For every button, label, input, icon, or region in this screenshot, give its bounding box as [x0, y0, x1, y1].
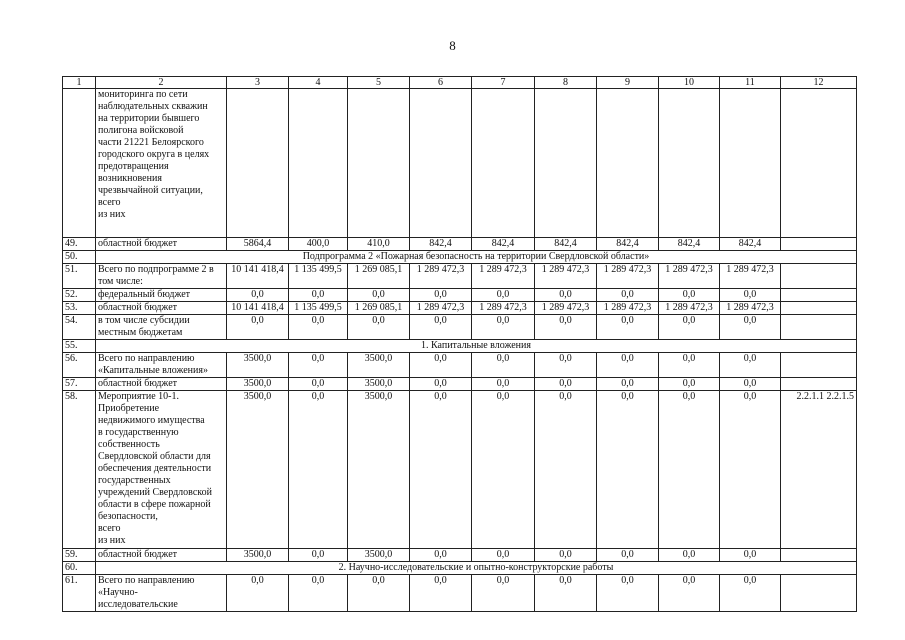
value-cell-col-9: 0,0: [597, 289, 659, 302]
value-cell-col-10: 0,0: [659, 378, 720, 391]
value-cell-col-10: 0,0: [659, 315, 720, 340]
value-cell-col-4: 400,0: [289, 238, 348, 251]
section-title-cell: Подпрограмма 2 «Пожарная безопасность на территории Свердловской области»: [96, 251, 857, 264]
value-cell-col-5: 0,0: [348, 289, 410, 302]
value-cell-col-5: 1 269 085,1: [348, 302, 410, 315]
value-cell-col-6: 1 289 472,3: [410, 302, 472, 315]
row-number-cell: [63, 89, 96, 238]
value-cell-col-7: 0,0: [472, 549, 535, 562]
value-cell-col-10: 0,0: [659, 289, 720, 302]
value-cell-col-4: 0,0: [289, 353, 348, 378]
value-cell-col-6: 842,4: [410, 238, 472, 251]
row-label-cell: областной бюджет: [96, 549, 227, 562]
value-cell-col-10: 1 289 472,3: [659, 302, 720, 315]
column-header-3: 3: [227, 77, 289, 89]
value-cell-col-5: 0,0: [348, 315, 410, 340]
row-label-cell: Мероприятие 10-1. Приобретение недвижимого имущества в государственную собственность Свердловской области для обеспечения деятельности государственных учреждений Свердловской области в сфере пожарной безопасности, всего из них: [96, 391, 227, 549]
table-row: [63, 315, 857, 340]
page-number: 8: [449, 38, 456, 53]
value-cell-col-9: 0,0: [597, 353, 659, 378]
row-number-cell: 57.: [63, 378, 96, 391]
table-row: [63, 264, 857, 289]
value-cell-col-11: 0,0: [720, 289, 781, 302]
column-header-1: 1: [63, 77, 96, 89]
column-number-row: [63, 77, 857, 89]
budget-table: [62, 76, 857, 612]
value-cell-col-11: 0,0: [720, 378, 781, 391]
value-cell-col-11: 1 289 472,3: [720, 264, 781, 289]
row-label-cell: областной бюджет: [96, 238, 227, 251]
value-cell-col-4: 0,0: [289, 575, 348, 612]
value-cell-col-3: 3500,0: [227, 391, 289, 549]
value-cell-col-4: 0,0: [289, 391, 348, 549]
row-number-cell: 54.: [63, 315, 96, 340]
value-cell-col-7: 0,0: [472, 391, 535, 549]
value-cell-col-10: 0,0: [659, 575, 720, 612]
value-cell-col-9: 0,0: [597, 575, 659, 612]
column-header-6: 6: [410, 77, 472, 89]
value-cell-col-8: 842,4: [535, 238, 597, 251]
value-cell-col-8: 1 289 472,3: [535, 302, 597, 315]
section-title-cell: 2. Научно-исследовательские и опытно-конструкторские работы: [96, 562, 857, 575]
column-header-9: 9: [597, 77, 659, 89]
table-row: [63, 289, 857, 302]
value-cell-col-3: 3500,0: [227, 549, 289, 562]
value-cell-col-11: 0,0: [720, 549, 781, 562]
value-cell-col-10: 0,0: [659, 391, 720, 549]
value-cell-col-6: 1 289 472,3: [410, 264, 472, 289]
row-label-cell: областной бюджет: [96, 378, 227, 391]
section-row: [63, 251, 857, 264]
value-cell-col-10: 0,0: [659, 353, 720, 378]
value-cell-col-10: 0,0: [659, 549, 720, 562]
value-cell-col-8: 0,0: [535, 378, 597, 391]
column-header-4: 4: [289, 77, 348, 89]
value-cell-col-3: 10 141 418,4: [227, 302, 289, 315]
value-cell-col-8: 0,0: [535, 549, 597, 562]
row-number-cell: 49.: [63, 238, 96, 251]
target-reference-cell: [781, 302, 857, 315]
value-cell-col-11: 1 289 472,3: [720, 302, 781, 315]
section-title-cell: 1. Капитальные вложения: [96, 340, 857, 353]
value-cell-col-7: 0,0: [472, 289, 535, 302]
value-cell-col-5: 410,0: [348, 238, 410, 251]
value-cell-col-4: 0,0: [289, 315, 348, 340]
column-header-5: 5: [348, 77, 410, 89]
table-row-continuation: [63, 89, 857, 238]
value-cell-col-7: 842,4: [472, 238, 535, 251]
value-cell-col-3: 3500,0: [227, 353, 289, 378]
value-cell-col-3: 0,0: [227, 289, 289, 302]
value-cell-col-11: 0,0: [720, 315, 781, 340]
value-cell-col-4: 1 135 499,5: [289, 264, 348, 289]
table-row: [63, 353, 857, 378]
value-cell-col-7: 1 289 472,3: [472, 302, 535, 315]
value-cell-col-10: 1 289 472,3: [659, 264, 720, 289]
table-row: [63, 575, 857, 612]
value-cell-col-5: 3500,0: [348, 353, 410, 378]
row-number-cell: 60.: [63, 562, 96, 575]
row-label-cell: федеральный бюджет: [96, 289, 227, 302]
value-cell-col-8: 0,0: [535, 353, 597, 378]
section-row: [63, 562, 857, 575]
value-cell-col-6: 0,0: [410, 575, 472, 612]
value-cell-col-6: 0,0: [410, 378, 472, 391]
row-number-cell: 61.: [63, 575, 96, 612]
value-cell-col-6: 0,0: [410, 391, 472, 549]
value-cell-col-6: 0,0: [410, 549, 472, 562]
value-cell-col-6: 0,0: [410, 353, 472, 378]
table-row: [63, 549, 857, 562]
column-header-2: 2: [96, 77, 227, 89]
value-cell-col-3: 5864,4: [227, 238, 289, 251]
column-header-7: 7: [472, 77, 535, 89]
target-reference-cell: [781, 315, 857, 340]
value-cell-col-3: 10 141 418,4: [227, 264, 289, 289]
value-cell-col-4: 0,0: [289, 289, 348, 302]
value-cell-col-6: 0,0: [410, 315, 472, 340]
value-cell-col-8: 1 289 472,3: [535, 264, 597, 289]
row-number-cell: 59.: [63, 549, 96, 562]
row-label-cell: Всего по подпрограмме 2 в том числе:: [96, 264, 227, 289]
table-row: [63, 302, 857, 315]
value-cell-col-9: 0,0: [597, 378, 659, 391]
value-cell-col-7: 0,0: [472, 315, 535, 340]
value-cell-col-9: 842,4: [597, 238, 659, 251]
value-cell-col-5: 3500,0: [348, 391, 410, 549]
row-number-cell: 50.: [63, 251, 96, 264]
row-number-cell: 52.: [63, 289, 96, 302]
value-cell-col-7: 1 289 472,3: [472, 264, 535, 289]
value-cell-col-5: 3500,0: [348, 378, 410, 391]
row-label-cell: Всего по направлению «Научно- исследовательские: [96, 575, 227, 612]
value-cell-col-10: 842,4: [659, 238, 720, 251]
column-header-12: 12: [781, 77, 857, 89]
value-cell-col-7: 0,0: [472, 575, 535, 612]
value-cell-col-11: 0,0: [720, 391, 781, 549]
value-cell-col-8: 0,0: [535, 575, 597, 612]
row-number-cell: 53.: [63, 302, 96, 315]
column-header-11: 11: [720, 77, 781, 89]
target-reference-cell: [781, 378, 857, 391]
value-cell-col-4: 0,0: [289, 549, 348, 562]
column-header-10: 10: [659, 77, 720, 89]
value-cell-col-11: 842,4: [720, 238, 781, 251]
value-cell-col-8: 0,0: [535, 391, 597, 549]
row-label-cell: Всего по направлению «Капитальные вложения»: [96, 353, 227, 378]
table-body: [63, 77, 857, 612]
target-reference-cell: [781, 549, 857, 562]
row-label-cell: областной бюджет: [96, 302, 227, 315]
section-row: [63, 340, 857, 353]
value-cell-col-7: 0,0: [472, 353, 535, 378]
row-number-cell: 58.: [63, 391, 96, 549]
value-cell-col-9: 0,0: [597, 549, 659, 562]
row-number-cell: 55.: [63, 340, 96, 353]
table-row: [63, 391, 857, 549]
value-cell-col-6: 0,0: [410, 289, 472, 302]
value-cell-col-9: 1 289 472,3: [597, 264, 659, 289]
target-reference-cell: [781, 353, 857, 378]
row-number-cell: 51.: [63, 264, 96, 289]
value-cell-col-11: 0,0: [720, 353, 781, 378]
value-cell-col-9: 0,0: [597, 391, 659, 549]
value-cell-col-8: 0,0: [535, 289, 597, 302]
value-cell-col-3: 3500,0: [227, 378, 289, 391]
target-reference-cell: [781, 289, 857, 302]
target-reference-cell: [781, 238, 857, 251]
row-number-cell: 56.: [63, 353, 96, 378]
table-row: [63, 238, 857, 251]
target-reference-cell: [781, 264, 857, 289]
value-cell-col-11: 0,0: [720, 575, 781, 612]
value-cell-col-7: 0,0: [472, 378, 535, 391]
value-cell-col-9: 0,0: [597, 315, 659, 340]
value-cell-col-8: 0,0: [535, 315, 597, 340]
value-cell-col-5: 0,0: [348, 575, 410, 612]
table-row: [63, 378, 857, 391]
column-header-8: 8: [535, 77, 597, 89]
target-reference-cell: 2.2.1.1 2.2.1.5: [781, 391, 857, 549]
row-label-cell: в том числе субсидии местным бюджетам: [96, 315, 227, 340]
value-cell-col-9: 1 289 472,3: [597, 302, 659, 315]
row-label-cell: мониторинга по сети наблюдательных скважин на территории бывшего полигона войсковой части 21221 Белоярского городского округа в целях предотвращения возникновения чрезвычайной ситуации, всего из них: [96, 89, 227, 238]
value-cell-col-4: 0,0: [289, 378, 348, 391]
value-cell-col-3: 0,0: [227, 315, 289, 340]
target-reference-cell: [781, 575, 857, 612]
value-cell-col-5: 3500,0: [348, 549, 410, 562]
value-cell-col-5: 1 269 085,1: [348, 264, 410, 289]
value-cell-col-4: 1 135 499,5: [289, 302, 348, 315]
value-cell-col-3: 0,0: [227, 575, 289, 612]
